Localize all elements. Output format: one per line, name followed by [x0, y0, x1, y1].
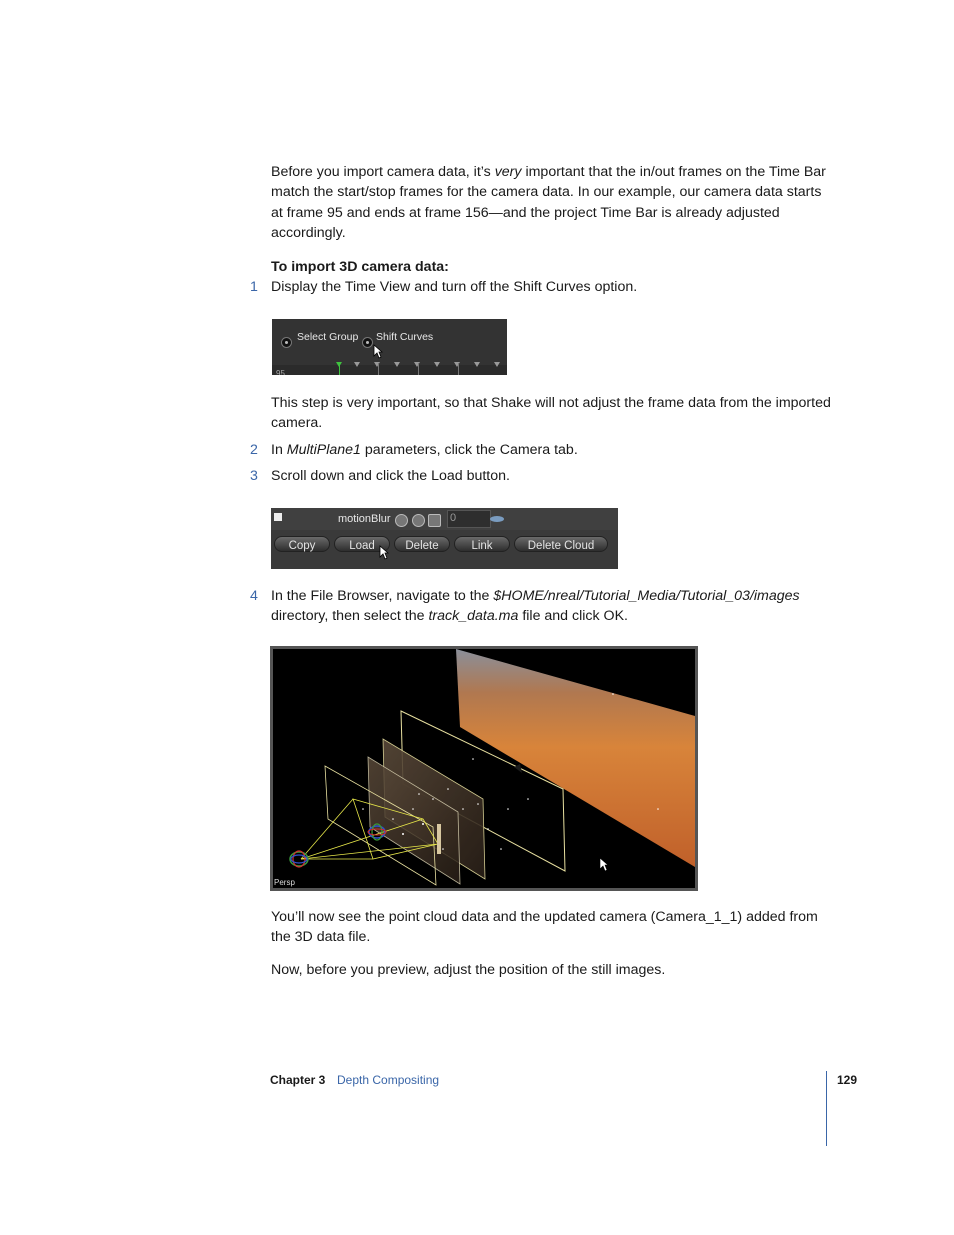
procedure-heading: To import 3D camera data:	[271, 259, 449, 275]
camera-tab-screenshot	[271, 508, 618, 569]
frame-tick-icon	[354, 362, 360, 367]
playhead	[339, 363, 340, 375]
time-bar[interactable]	[272, 365, 507, 375]
lock-icon[interactable]	[428, 514, 441, 527]
select-group-radio[interactable]	[281, 337, 292, 348]
delete-button[interactable]: Delete	[394, 536, 450, 552]
footer-chapter-title: Depth Compositing	[337, 1073, 440, 1087]
step-number: 3	[250, 468, 258, 484]
copy-button[interactable]: Copy	[274, 536, 330, 552]
link-icon[interactable]	[412, 514, 425, 527]
parameter-row	[271, 508, 618, 530]
node-name: MultiPlane1	[286, 442, 361, 458]
closing-paragraph: Now, before you preview, adjust the position of the still images.	[271, 962, 666, 978]
step-number: 1	[250, 279, 258, 295]
frame-tick-icon	[394, 362, 400, 367]
frame-line	[458, 363, 459, 375]
step-number: 2	[250, 442, 258, 458]
frame-line	[418, 363, 419, 375]
intro-paragraph: Before you import camera data, it’s very important that the in/out frames on the Time Bar match the start/stop frames for the camera data. In our example, our camera data starts at frame 95 and ends at frame 156—and the project Time Bar is already adjusted accordingly.	[271, 164, 826, 241]
result-paragraph: You’ll now see the point cloud data and the updated camera (Camera_1_1) added from the 3D data file.	[271, 909, 818, 946]
frame-tick-icon	[434, 362, 440, 367]
frame-tick-icon	[474, 362, 480, 367]
frame-tick-icon	[494, 362, 500, 367]
intro-emphasis: very	[494, 164, 522, 180]
step-text: Display the Time View and turn off the Shift Curves option.	[271, 279, 638, 295]
tree-image	[437, 824, 441, 854]
frame-tick-icon	[374, 362, 380, 367]
step-text: In the File Browser, navigate to the $HOME/nreal/Tutorial_Media/Tutorial_03/images directory, then select the track_data.ma file and click OK.	[271, 588, 800, 625]
clock-icon[interactable]	[395, 514, 408, 527]
shift-curves-label: Shift Curves	[376, 331, 434, 343]
mouse-pointer-icon	[379, 545, 389, 560]
viewer-screenshot	[270, 646, 698, 891]
directory-path: $HOME/nreal/Tutorial_Media/Tutorial_03/images	[493, 588, 800, 604]
step-number: 4	[250, 588, 258, 604]
frame-tick-icon	[454, 362, 460, 367]
frame-tick-icon	[414, 362, 420, 367]
motion-blur-label: motionBlur	[338, 513, 391, 525]
load-button[interactable]: Load	[334, 536, 390, 552]
mouse-pointer-icon	[373, 344, 383, 359]
page-number: 129	[837, 1073, 858, 1087]
expand-icon[interactable]	[274, 513, 282, 521]
frame-readout: 95	[276, 369, 285, 375]
timeview-screenshot	[272, 319, 507, 375]
step-text: In MultiPlane1 parameters, click the Camera tab.	[271, 442, 578, 458]
footer-chapter-label: Chapter 3	[270, 1073, 326, 1087]
view-label: Persp	[274, 878, 295, 887]
viewer-canvas	[273, 649, 695, 888]
frame-line	[378, 363, 379, 375]
footer-divider	[826, 1071, 827, 1146]
shift-curves-radio[interactable]	[362, 337, 373, 348]
link-button[interactable]: Link	[454, 536, 510, 552]
motion-blur-slider-handle[interactable]	[490, 516, 504, 522]
step1-note: This step is very important, so that Shake will not adjust the frame data from the imported camera.	[271, 395, 831, 432]
delete-cloud-button[interactable]: Delete Cloud	[514, 536, 608, 552]
select-group-label: Select Group	[297, 331, 359, 343]
motion-blur-field[interactable]: 0	[447, 510, 491, 528]
file-name: track_data.ma	[428, 608, 519, 625]
step-text: Scroll down and click the Load button.	[271, 468, 510, 484]
